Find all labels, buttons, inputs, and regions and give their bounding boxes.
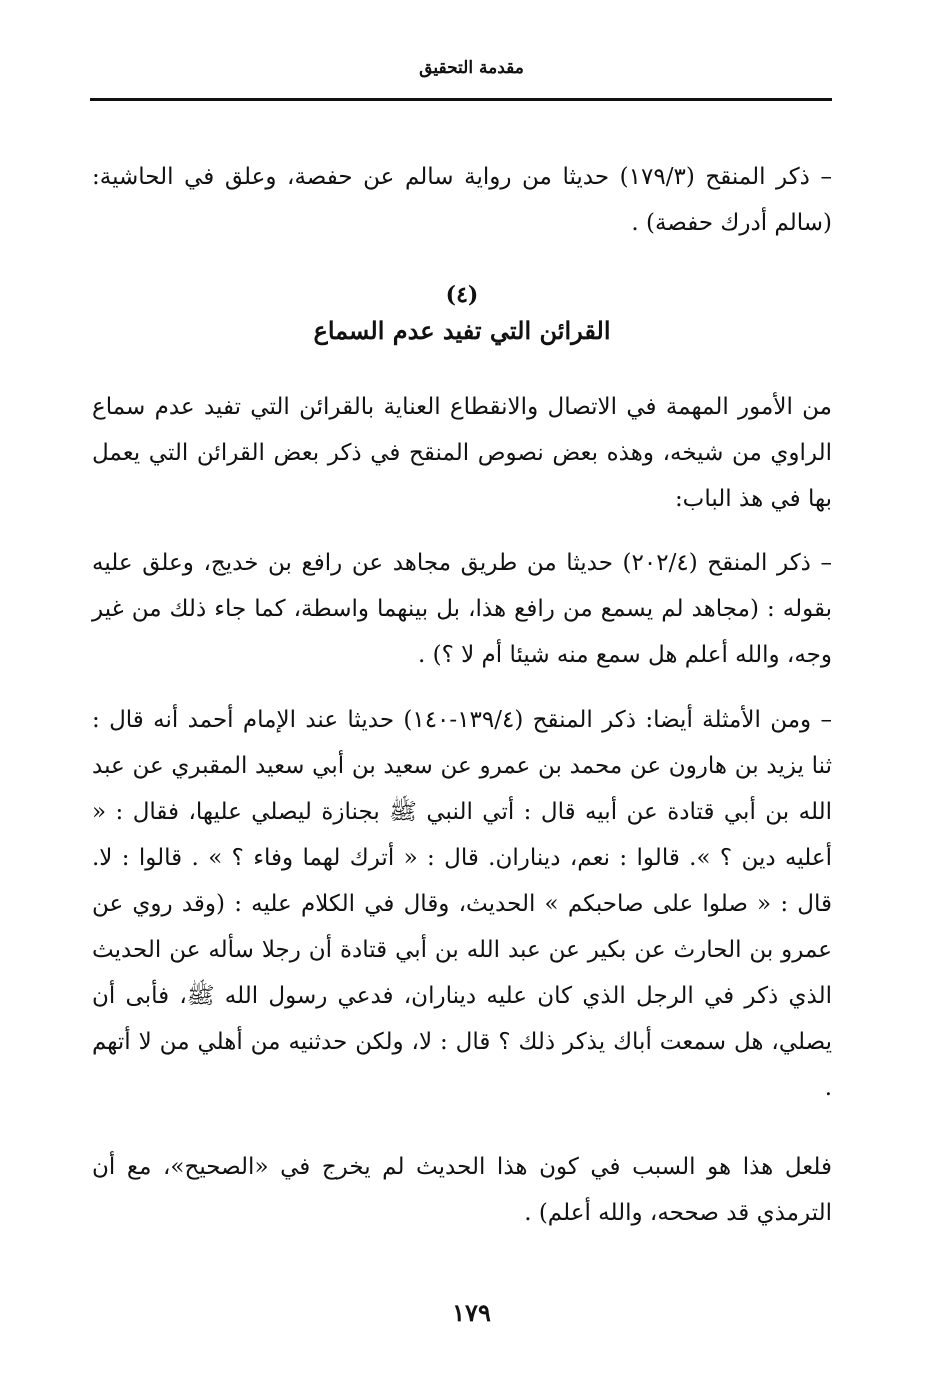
page-number: ١٧٩ (452, 1298, 491, 1327)
section-title: القرائن التي تفيد عدم السماع (313, 316, 611, 345)
running-header: مقدمة التحقيق (419, 58, 524, 78)
paragraph-mujahid-rafi: – ذكر المنقح (٢٠٢/٤) حديثا من طريق مجاهد عن رافع بن خديج، وعلق عليه بقوله : (مجاهد لم يسمع من رافع هذا، بل بينهما واسطة، كما جاء ذلك من غير وجه، والله أعلم هل سمع منه شيئا أم لا ؟) . (92, 550, 832, 668)
section-number: (٤) (445, 282, 479, 308)
paragraph-abu-qatada-example: – ومن الأمثلة أيضا: ذكر المنقح (١٣٩/٤-١٤٠) حديثا عند الإمام أحمد أنه قال : ثنا يزيد بن هارون عن محمد بن عمرو عن سعيد بن أبي سعيد المقبري عن عبد الله بن أبي قتادة عن أبيه قال : أتي النبي ﷺ بجنازة ليصلي عليها، فقال : « أعليه دين ؟ ». قالوا : نعم، ديناران. قال : « أترك لهما وفاء ؟ » . قالوا : لا. قال : « صلوا على صاحبكم » الحديث، وقال في الكلام عليه : (وقد روي عن عمرو بن الحارث عن بكير عن عبد الله بن أبي قتادة أن رجلا سأله عن الحديث الذي ذكر في الرجل الذي كان عليه ديناران، فدعي رسول الله ﷺ، فأبى أن يصلي، هل سمعت أباك يذكر ذلك ؟ قال : لا، ولكن حدثنيه من أهلي من لا أتهم . (92, 707, 832, 1101)
header-rule (90, 98, 832, 101)
paragraph-intro: من الأمور المهمة في الاتصال والانقطاع العناية بالقرائن التي تفيد عدم سماع الراوي من شيخه، وهذه بعض نصوص المنقح في ذكر بعض القرائن التي يعمل بها في هذ الباب: (92, 394, 832, 512)
paragraph-salim-hafsa: – ذكر المنقح (١٧٩/٣) حديثا من رواية سالم عن حفصة، وعلق في الحاشية: (سالم أدرك حفصة) . (92, 164, 832, 236)
paragraph-conclusion: فلعل هذا هو السبب في كون هذا الحديث لم يخرج في «الصحيح»، مع أن الترمذي قد صححه، والله أعلم) . (92, 1154, 832, 1226)
